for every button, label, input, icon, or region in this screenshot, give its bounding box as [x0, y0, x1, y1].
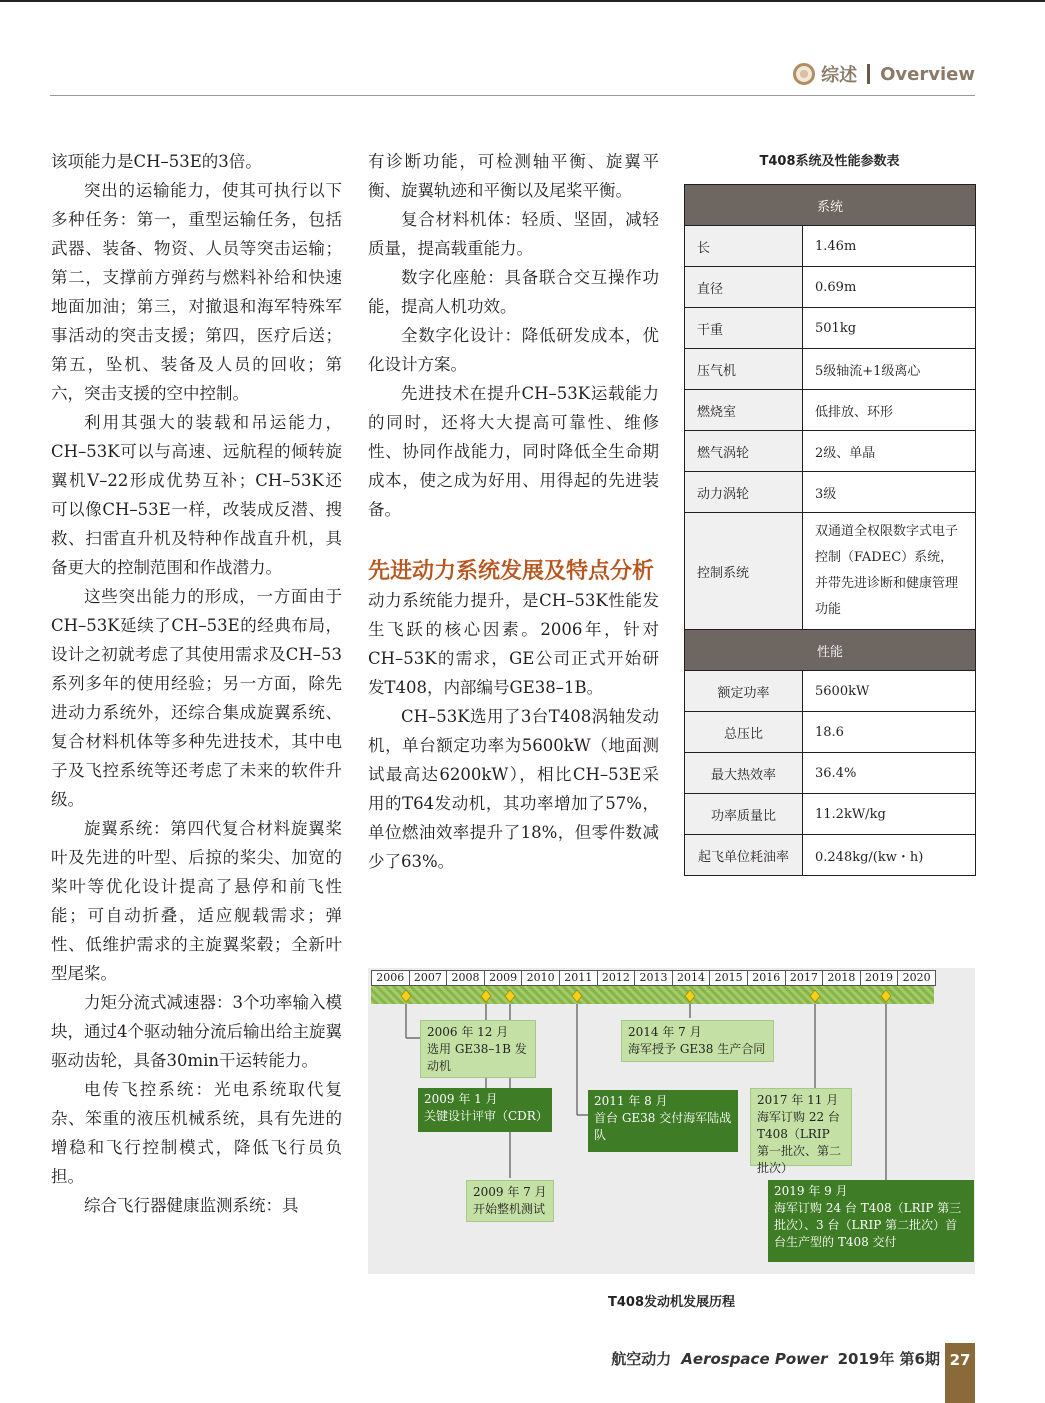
table-value: 低排放、环形 — [803, 390, 976, 431]
table-row — [685, 308, 976, 349]
table-row — [685, 671, 976, 712]
table-group-header: 系统 — [685, 185, 976, 226]
year-label: 2006 — [376, 971, 405, 984]
table-row — [685, 712, 976, 753]
table-row — [685, 835, 976, 876]
event-text: 选用 GE38–1B 发动机 — [427, 1042, 527, 1073]
year-label: 2011 — [559, 971, 597, 985]
timeline-figure — [368, 968, 975, 1274]
timeline-event — [420, 1020, 536, 1078]
event-text: 关键设计评审（CDR） — [424, 1109, 548, 1123]
table-group-header: 性能 — [685, 630, 976, 671]
paragraph: 这些突出能力的形成，一方面由于CH–53K延续了CH–53E的经典布局，设计之初就考虑了其使用需求及CH–53系列多年的使用经验；另一方面，除先进动力系统外，还综合集成旋翼系统、复合材料机体等多种先进技术，其中电子及飞控系统等还考虑了未来的软件升级。 — [51, 587, 342, 809]
year-label: 2010 — [521, 971, 559, 985]
table-key: 燃烧室 — [685, 390, 803, 431]
year-label: 2018 — [822, 971, 860, 985]
table-key: 起飞单位耗油率 — [685, 835, 803, 876]
event-text: 海军授予 GE38 生产合同 — [628, 1042, 766, 1056]
table-value: 0.248kg/(kw・h) — [803, 835, 976, 876]
table-key: 控制系统 — [685, 513, 803, 630]
paragraph: 力矩分流式减速器：3个功率输入模块，通过4个驱动轴分流后输出给主旋翼驱动齿轮，具备30min干运转能力。 — [51, 993, 342, 1070]
event-text: 海军订购 22 台 T408（LRIP 第一批次、第二批次） — [757, 1110, 842, 1175]
section-heading: 先进动力系统发展及特点分析 — [368, 559, 655, 584]
table-value: 0.69m — [803, 267, 976, 308]
timeline-event — [621, 1020, 774, 1062]
column-middle — [368, 147, 659, 876]
paragraph: 综合飞行器健康监测系统：具 — [84, 1196, 299, 1215]
event-text: 开始整机测试 — [473, 1202, 546, 1216]
section-label-en: Overview — [880, 63, 975, 85]
paragraph: 旋翼系统：第四代复合材料旋翼桨叶及先进的叶型、后掠的桨尖、加宽的桨叶等优化设计提高了悬停和前飞性能；可自动折叠，适应舰载需求；弹性、低维护需求的主旋翼桨毂；全新叶型尾桨。 — [51, 819, 342, 983]
table-row — [685, 431, 976, 472]
journal-logo-icon — [793, 63, 815, 85]
table-key: 长 — [685, 226, 803, 267]
event-date: 2009 年 7 月 — [473, 1185, 547, 1199]
table-key: 功率质量比 — [685, 794, 803, 835]
journal-name-cn: 航空动力 — [611, 1350, 672, 1368]
table-key: 额定功率 — [685, 671, 803, 712]
paragraph: 动力系统能力提升，是CH–53K性能发生飞跃的核心因素。2006年，针对CH–53K的需求，GE公司正式开始研发T408，内部编号GE38–1B。 — [368, 591, 659, 697]
page-number: 27 — [945, 1343, 975, 1403]
year-label: 2015 — [709, 971, 747, 985]
journal-name-en: Aerospace Power — [681, 1349, 828, 1368]
event-date: 2017 年 11 月 — [757, 1093, 839, 1107]
table-value: 18.6 — [803, 712, 976, 753]
event-date: 2014 年 7 月 — [628, 1025, 702, 1039]
paragraph: 有诊断功能，可检测轴平衡、旋翼平衡、旋翼轨迹和平衡以及尾桨平衡。 — [368, 152, 659, 200]
spec-table — [684, 184, 976, 876]
column-left — [51, 147, 342, 1220]
table-key: 直径 — [685, 267, 803, 308]
table-row — [685, 390, 976, 431]
table-value: 11.2kW/kg — [803, 794, 976, 835]
year-label: 2016 — [747, 971, 785, 985]
table-key: 干重 — [685, 308, 803, 349]
event-date: 2006 年 12 月 — [427, 1025, 509, 1039]
event-date: 2011 年 8 月 — [594, 1094, 668, 1108]
table-value: 36.4% — [803, 753, 976, 794]
timeline-event — [588, 1090, 738, 1152]
paragraph: 电传飞控系统：光电系统取代复杂、笨重的液压机械系统，具有先进的增稳和飞行控制模式，降低飞行员负担。 — [51, 1080, 342, 1186]
paragraph: 突出的运输能力，使其可执行以下多种任务：第一，重型运输任务，包括武器、装备、物资、人员等突击运输；第二，支撑前方弹药与燃料补给和快速地面加油；第三，对撤退和海军特殊军事活动的突击支援；第四，医疗后送；第五，坠机、装备及人员的回收；第六，突击支援的空中控制。 — [51, 181, 342, 403]
table-key: 动力涡轮 — [685, 472, 803, 513]
table-row — [685, 267, 976, 308]
table-row — [685, 226, 976, 267]
section-header — [793, 62, 975, 86]
table-title: T408系统及性能参数表 — [759, 154, 900, 169]
year-label: 2007 — [409, 971, 447, 985]
table-row — [685, 794, 976, 835]
event-text: 首台 GE38 交付海军陆战队 — [594, 1111, 732, 1142]
event-date: 2009 年 1 月 — [424, 1092, 498, 1106]
timeline-markers — [368, 968, 975, 1028]
table-key: 总压比 — [685, 712, 803, 753]
year-label: 2014 — [672, 971, 710, 985]
table-row — [685, 472, 976, 513]
issue-label: 2019年 第6期 — [837, 1350, 940, 1368]
page-footer — [611, 1348, 940, 1369]
table-value: 5600kW — [803, 671, 976, 712]
event-text: 海军订购 24 台 T408（LRIP 第三批次）、3 台（LRIP 第二批次）首台生产型的 T408 交付 — [774, 1201, 962, 1249]
timeline-event — [750, 1088, 852, 1175]
table-value: 双通道全权限数字式电子控制（FADEC）系统，并带先进诊断和健康管理功能 — [803, 513, 976, 630]
table-value: 501kg — [803, 308, 976, 349]
year-label: 2019 — [860, 971, 898, 985]
header-divider — [867, 64, 870, 84]
table-value: 5级轴流+1级离心 — [803, 349, 976, 390]
timeline-event — [418, 1088, 552, 1132]
table-value: 2级、单晶 — [803, 431, 976, 472]
table-value: 3级 — [803, 472, 976, 513]
paragraph: 全数字化设计：降低研发成本，优化设计方案。 — [368, 326, 659, 374]
paragraph: CH–53K选用了3台T408涡轴发动机，单台额定功率为5600kW（地面测试最高达6200kW），相比CH–53E采用的T64发动机，其功率增加了57%，单位燃油效率提升了18%，但零件数减少了63%。 — [368, 707, 659, 871]
year-label: 2012 — [597, 971, 635, 985]
figure-caption: T408发动机发展历程 — [607, 1295, 735, 1310]
table-value: 1.46m — [803, 226, 976, 267]
year-label: 2013 — [634, 971, 672, 985]
section-label-cn: 综述 — [821, 65, 858, 86]
year-label: 2008 — [446, 971, 484, 985]
table-row — [685, 753, 976, 794]
year-label: 2009 — [484, 971, 522, 985]
event-date: 2019 年 9 月 — [774, 1184, 848, 1198]
table-key: 燃气涡轮 — [685, 431, 803, 472]
paragraph: 先进技术在提升CH–53K运载能力的同时，还将大大提高可靠性、维修性、协同作战能力，同时降低全生命期成本，使之成为好用、用得起的先进装备。 — [368, 384, 659, 519]
table-row — [685, 513, 976, 630]
header-rule — [50, 95, 975, 96]
top-border — [0, 0, 1045, 2]
table-row — [685, 349, 976, 390]
year-label: 2020 — [897, 971, 935, 985]
timeline-event — [768, 1180, 974, 1262]
paragraph: 复合材料机体：轻质、坚固，减轻质量，提高载重能力。 — [368, 210, 659, 258]
year-label: 2017 — [785, 971, 823, 985]
timeline-event — [466, 1180, 554, 1222]
table-key: 压气机 — [685, 349, 803, 390]
paragraph: 该项能力是CH–53E的3倍。 — [51, 152, 262, 171]
paragraph: 数字化座舱：具备联合交互操作功能，提高人机功效。 — [368, 268, 659, 316]
table-key: 最大热效率 — [685, 753, 803, 794]
paragraph: 利用其强大的装载和吊运能力，CH–53K可以与高速、远航程的倾转旋翼机V–22形成优势互补；CH–53K还可以像CH–53E一样，改装成反潜、搜救、扫雷直升机及特种作战直升机，具备更大的控制范围和作战潜力。 — [51, 413, 342, 577]
